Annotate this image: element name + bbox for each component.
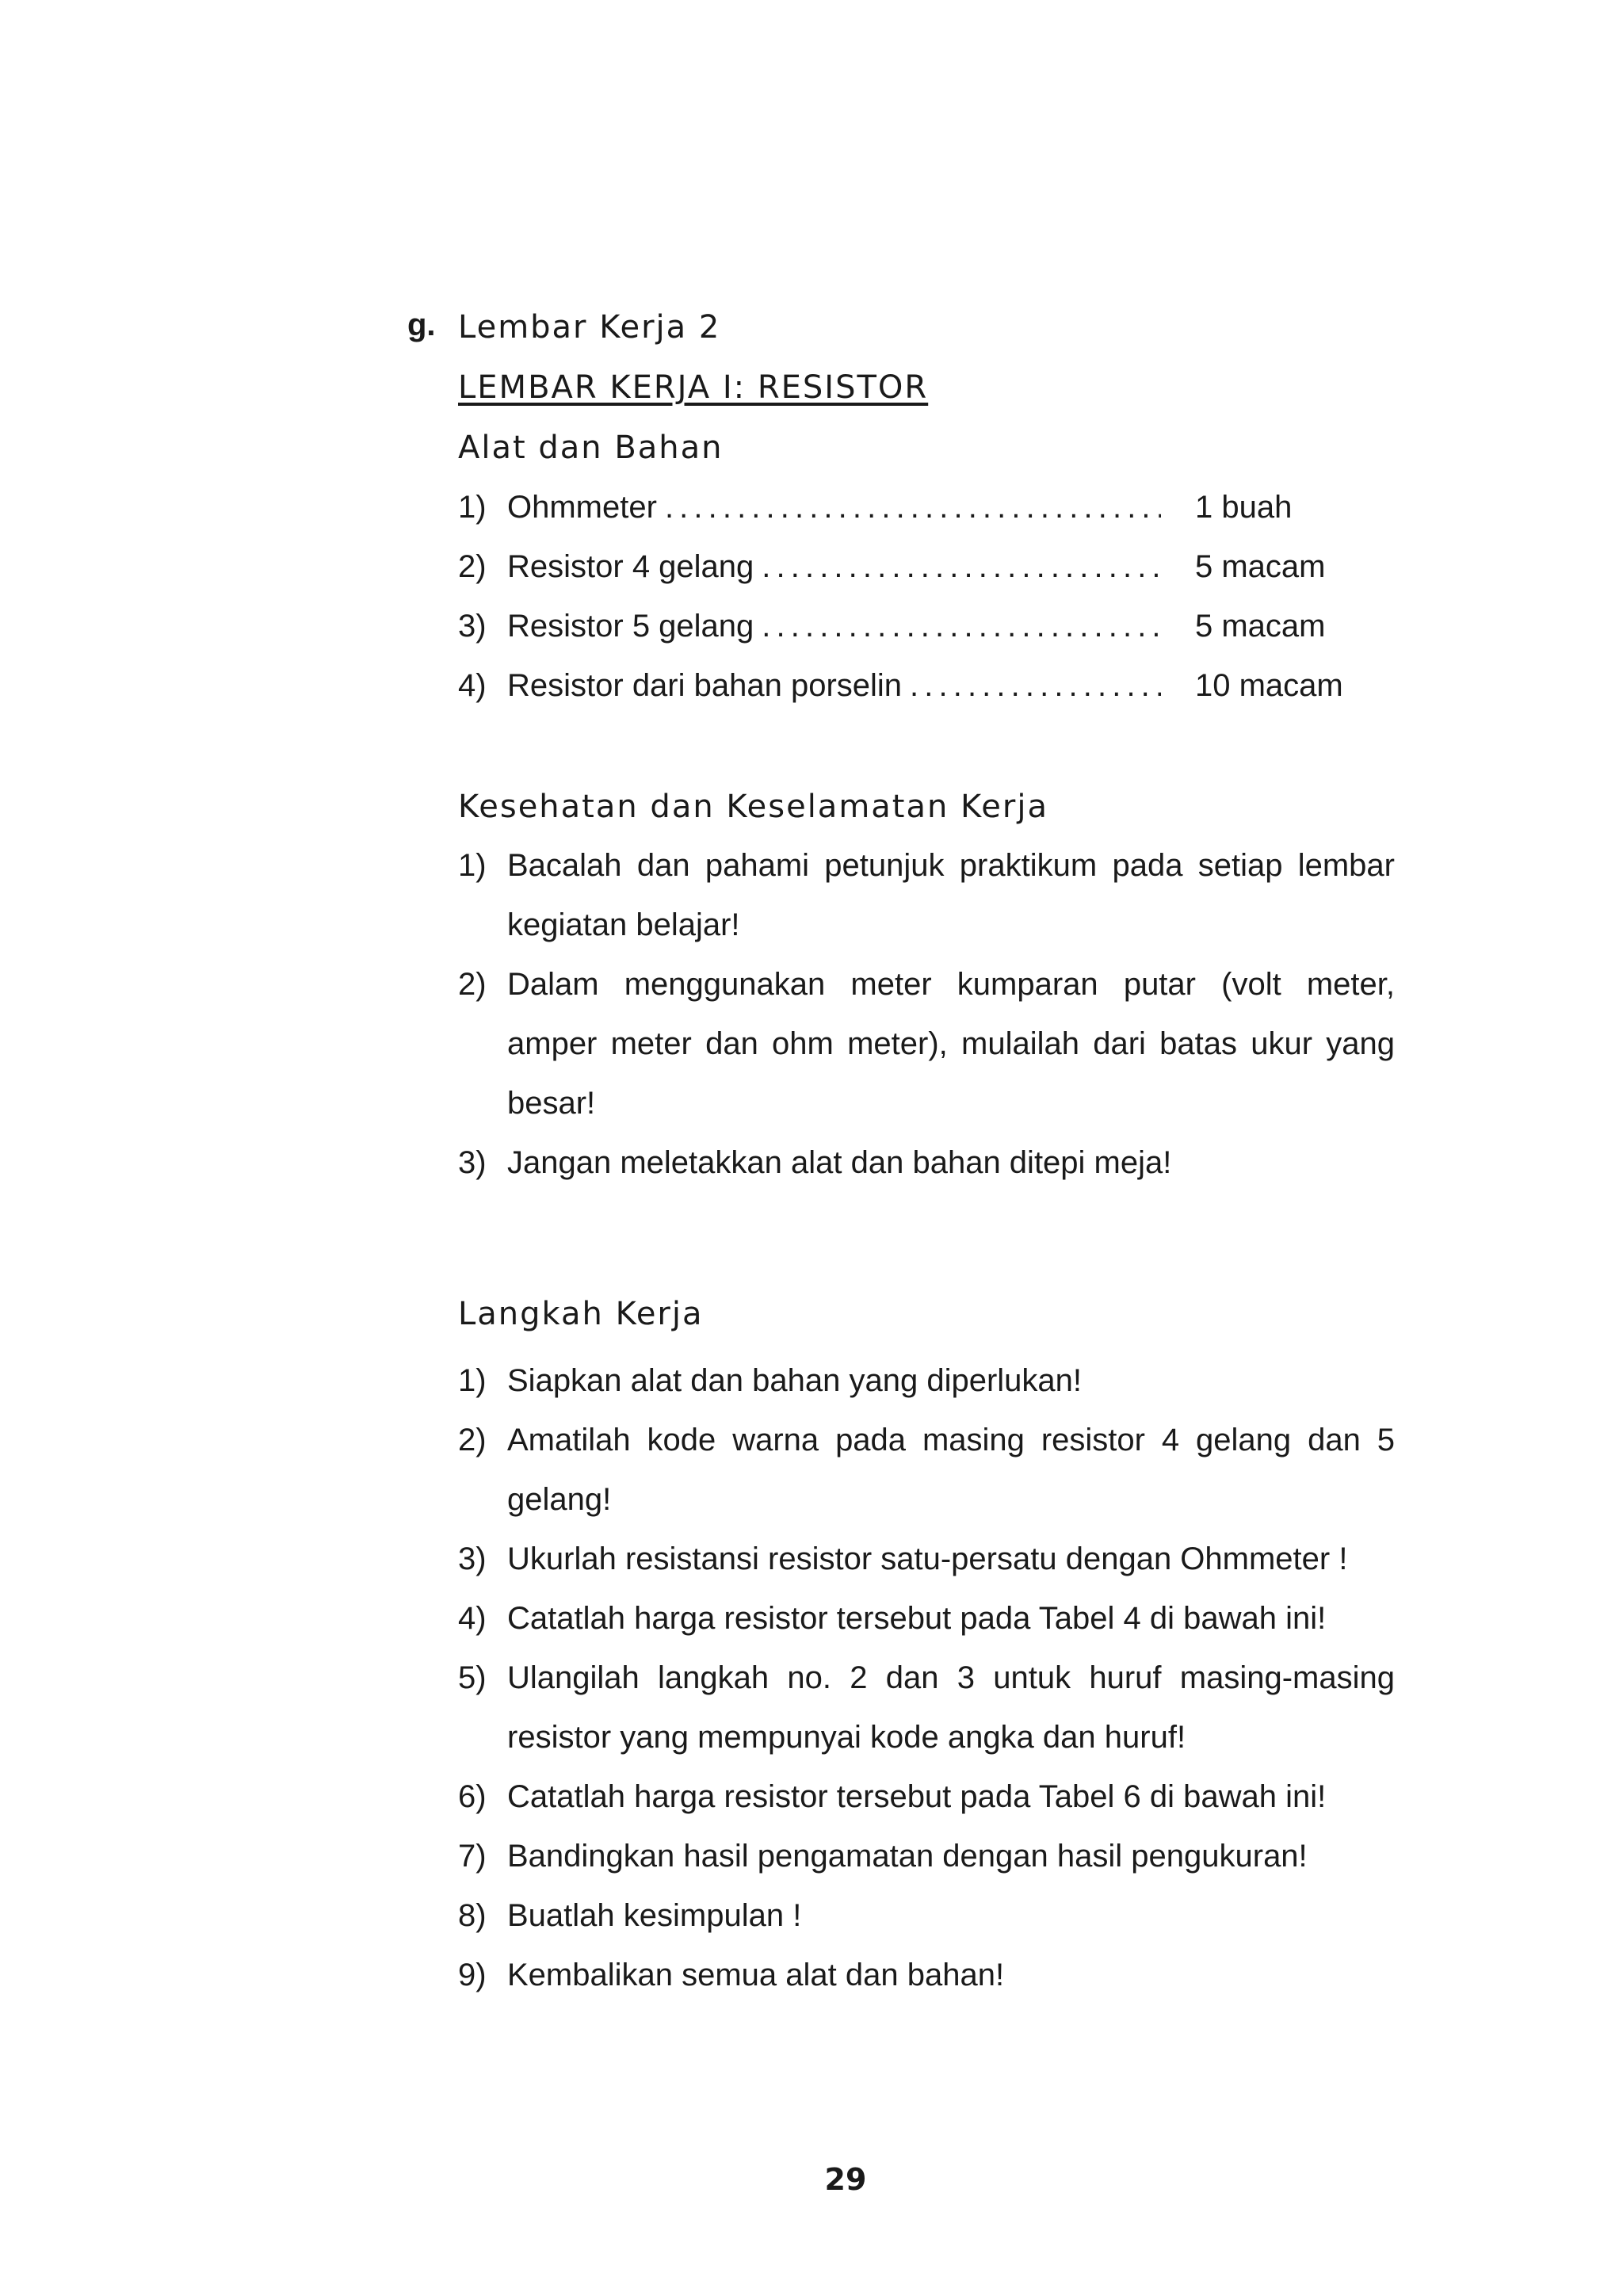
worksheet-subtitle: LEMBAR KERJA I: RESISTOR bbox=[458, 369, 929, 406]
tools-materials-heading: Alat dan Bahan bbox=[458, 430, 724, 466]
item-text: Bacalah dan pahami petunjuk praktikum pada setiap lembar bbox=[507, 848, 1395, 883]
dot-leader bbox=[910, 668, 1161, 704]
item-number: 2) bbox=[458, 1423, 487, 1457]
procedure-heading: Langkah Kerja bbox=[458, 1296, 704, 1332]
item-number: 3) bbox=[458, 609, 487, 644]
item-number: 1) bbox=[458, 490, 487, 525]
dot-leader bbox=[665, 490, 1161, 525]
item-text: Kembalikan semua alat dan bahan! bbox=[507, 1958, 1005, 1992]
item-text: amper meter dan ohm meter), mulailah dari batas ukur yang bbox=[507, 1026, 1395, 1061]
item-text: Siapkan alat dan bahan yang diperlukan! bbox=[507, 1363, 1082, 1398]
item-text: resistor yang mempunyai kode angka dan huruf! bbox=[507, 1720, 1186, 1755]
item-number: 2) bbox=[458, 549, 487, 584]
item-number: 8) bbox=[458, 1898, 487, 1933]
item-number: 3) bbox=[458, 1145, 487, 1180]
item-number: 5) bbox=[458, 1660, 487, 1695]
item-text: Catatlah harga resistor tersebut pada Tabel 4 di bawah ini! bbox=[507, 1601, 1327, 1636]
item-text: Catatlah harga resistor tersebut pada Tabel 6 di bawah ini! bbox=[507, 1779, 1327, 1814]
item-text: besar! bbox=[507, 1086, 596, 1121]
item-quantity: 1 buah bbox=[1195, 490, 1293, 525]
item-quantity: 5 macam bbox=[1195, 549, 1326, 584]
item-text: Jangan meletakkan alat dan bahan ditepi meja! bbox=[507, 1145, 1172, 1180]
item-number: 1) bbox=[458, 1363, 487, 1398]
item-quantity: 10 macam bbox=[1195, 668, 1343, 703]
item-number: 2) bbox=[458, 967, 487, 1002]
worksheet-title: Lembar Kerja 2 bbox=[458, 309, 721, 346]
item-quantity: 5 macam bbox=[1195, 609, 1326, 644]
item-text: Amatilah kode warna pada masing resistor 4 gelang dan 5 bbox=[507, 1423, 1395, 1457]
item-number: 9) bbox=[458, 1958, 487, 1992]
item-number: 1) bbox=[458, 848, 487, 883]
item-text: Ulangilah langkah no. 2 dan 3 untuk huruf masing-masing bbox=[507, 1660, 1395, 1695]
dot-leader bbox=[762, 609, 1161, 644]
item-text: kegiatan belajar! bbox=[507, 907, 740, 942]
item-text: Ukurlah resistansi resistor satu-persatu dengan Ohmmeter ! bbox=[507, 1541, 1348, 1576]
item-number: 3) bbox=[458, 1541, 487, 1576]
dot-leader bbox=[762, 549, 1161, 585]
safety-heading: Kesehatan dan Keselamatan Kerja bbox=[458, 789, 1048, 825]
item-name: Ohmmeter bbox=[507, 490, 657, 525]
item-number: 7) bbox=[458, 1839, 487, 1874]
page-number: 29 bbox=[824, 2162, 867, 2197]
item-text: Bandingkan hasil pengamatan dengan hasil pengukuran! bbox=[507, 1839, 1308, 1874]
item-name: Resistor 4 gelang bbox=[507, 549, 754, 584]
item-text: Buatlah kesimpulan ! bbox=[507, 1898, 802, 1933]
item-name: Resistor dari bahan porselin bbox=[507, 668, 903, 703]
item-name: Resistor 5 gelang bbox=[507, 609, 754, 644]
item-text: gelang! bbox=[507, 1482, 612, 1517]
section-label: g. bbox=[407, 308, 436, 342]
item-text: Dalam menggunakan meter kumparan putar (volt meter, bbox=[507, 967, 1395, 1002]
item-number: 4) bbox=[458, 668, 487, 703]
item-number: 4) bbox=[458, 1601, 487, 1636]
item-number: 6) bbox=[458, 1779, 487, 1814]
